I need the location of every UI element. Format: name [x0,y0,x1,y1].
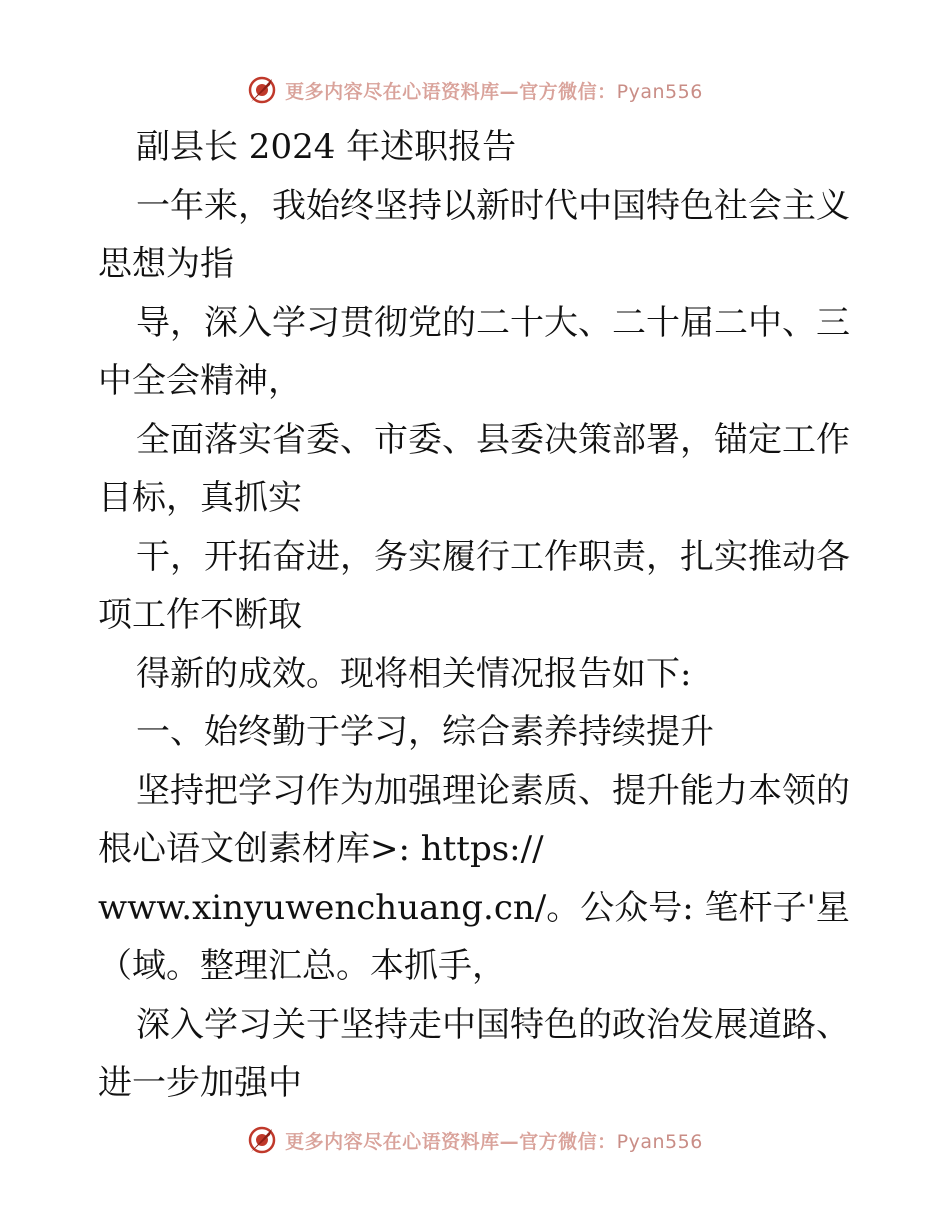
paragraph-line: 一年来，我始终坚持以新时代中国特色社会主义 [136,185,850,226]
paragraph-line: 中全会精神， [98,361,302,401]
paragraph-line: 根心语文创素材库>: https:// [98,829,544,869]
paragraph-line: 思想为指 [98,244,234,284]
paragraph-line: 目标，真抓实 [98,478,302,518]
paragraph-line: 进一步加强中 [98,1063,302,1103]
footer-watermark-banner [0,1120,950,1160]
wechat-id: Pyan556 [616,1130,703,1153]
paragraph-line: 干，开拓奋进，务实履行工作职责，扎实推动各 [136,536,850,577]
paragraph-line: （域。整理汇总。本抓手， [98,946,506,986]
paragraph-line: www.xinyuwenchuang.cn/。公众号: 笔杆子'星 [98,887,850,928]
document-body [98,118,868,1113]
document-title: 副县长 2024 年述职报告 [136,127,517,167]
watermark-text: 更多内容尽在心语资料库—官方微信：Pyan556 [285,80,703,103]
paragraph-line: 项工作不断取 [98,595,302,635]
wechat-id: Pyan556 [616,80,703,103]
paragraph-line: 全面落实省委、市委、县委决策部署，锚定工作 [136,419,850,460]
paragraph-line: 导，深入学习贯彻党的二十大、二十届二中、三 [136,302,850,343]
paragraph-line: 坚持把学习作为加强理论素质、提升能力本领的 [136,770,850,811]
paragraph-line: 深入学习关于坚持走中国特色的政治发展道路、 [136,1004,850,1045]
quill-seal-icon [247,75,277,105]
watermark-text: 更多内容尽在心语资料库—官方微信：Pyan556 [285,1130,703,1153]
header-watermark-banner [0,70,950,110]
section-heading: 一、始终勤于学习，综合素养持续提升 [136,712,714,752]
paragraph-line: 得新的成效。现将相关情况报告如下: [136,653,692,694]
quill-seal-icon [247,1125,277,1155]
